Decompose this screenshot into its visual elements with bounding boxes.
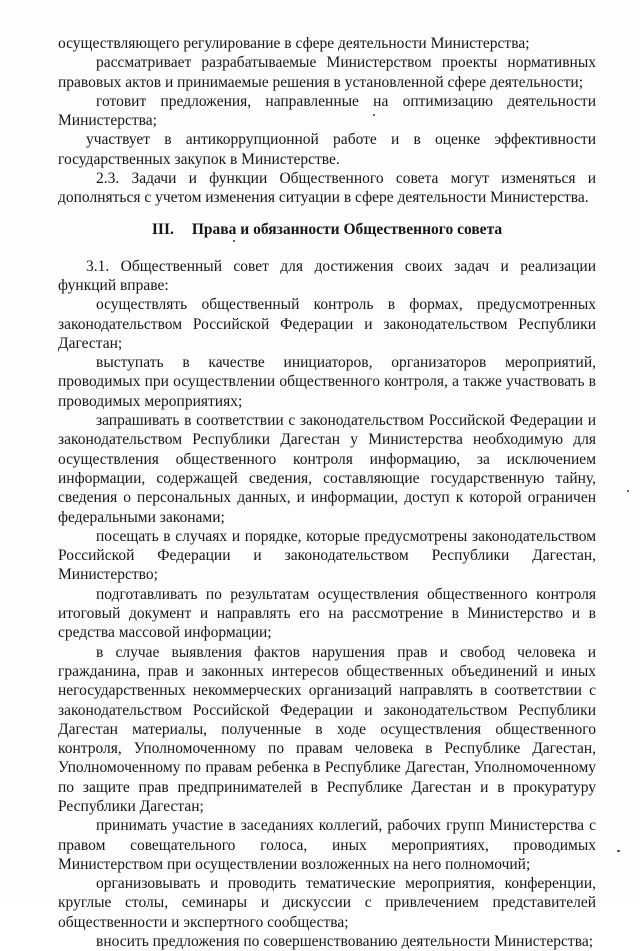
paragraph: вносить предложения по совершенствованию деятельности Министерства;	[96, 933, 594, 951]
section-heading	[58, 220, 596, 239]
scan-speck	[233, 240, 235, 242]
paragraph: выступать в качестве инициаторов, организаторов мероприятий, проводимых при осуществлении общественного контроля, а также участвовать в проводимых мероприятиях;	[58, 354, 596, 410]
paragraph: участвует в антикоррупционной работе и в оценке эффективности государственных закупок в Министерстве.	[58, 131, 596, 168]
paragraph: подготавливать по результатам осуществления общественного контроля итоговый документ и направлять его на рассмотрение в Министерство и в средства массовой информации;	[58, 585, 596, 642]
paragraph: 3.1. Общественный совет для достижения своих задач и реализации функций вправе:	[58, 257, 596, 294]
paragraph: посещать в случаях и порядке, которые предусмотрены законодательством Российской Федерации и законодательством Республики Дагестан, Министерство;	[58, 527, 596, 584]
section-title: Права и обязанности Общественного совета	[191, 220, 503, 238]
scan-speck	[373, 114, 375, 116]
paragraph: в случае выявления фактов нарушения прав и свобод человека и гражданина, прав и законных интересов общественных объединений и иных негосударственных некоммерческих организаций направлять в соответствии с законодательством Российской Федерации и законодательством Республики Дагестан материалы, полученные в ходе осуществления общественного контроля, Уполномоченному по правам человека в Республике Дагестан, Уполномоченному по правам ребенка в Республике Дагестан, Уполномоченному по защите прав предпринимателей в Республике Дагестан и в прокуратуру Республики Дагестан;	[58, 643, 596, 815]
paragraph: рассматривает разрабатываемые Министерством проекты нормативных правовых актов и принимаемые решения в установленной сфере деятельности;	[58, 54, 596, 91]
paragraph: организовывать и проводить тематические мероприятия, конференции, круглые столы, семинары и дискуссии с привлечением представителей общественности и экспертного сообщества;	[58, 875, 596, 931]
section-number: III.	[151, 220, 174, 238]
paragraph: осуществлять общественный контроль в формах, предусмотренных законодательством Российской Федерации и законодательством Республики Дагестан;	[58, 296, 596, 352]
document-text	[58, 34, 596, 951]
paragraph: запрашивать в соответствии с законодательством Российской Федерации и законодательством Республики Дагестан у Министерства необходимую для осуществления общественного контроля информацию, за исключением информации, содержащей сведения, составляющие государственную тайну, сведения о персональных данных, и информации, доступ к которой ограничен федеральными законами;	[58, 412, 596, 526]
paragraph: готовит предложения, направленные на оптимизацию деятельности Министерства;	[58, 92, 596, 130]
scan-speck	[627, 490, 629, 492]
scan-speck	[617, 850, 620, 852]
paragraph: осуществляющего регулирование в сфере деятельности Министерства;	[58, 35, 530, 52]
paragraph: 2.3. Задачи и функции Общественного совета могут изменяться и дополняться с учетом изменения ситуации в сфере деятельности Министерства.	[58, 170, 596, 207]
paragraph: принимать участие в заседаниях коллегий, рабочих групп Министерства с правом совещательного голоса, иных мероприятиях, проводимых Министерством при осуществлении возложенных на него полномочий;	[58, 817, 596, 873]
